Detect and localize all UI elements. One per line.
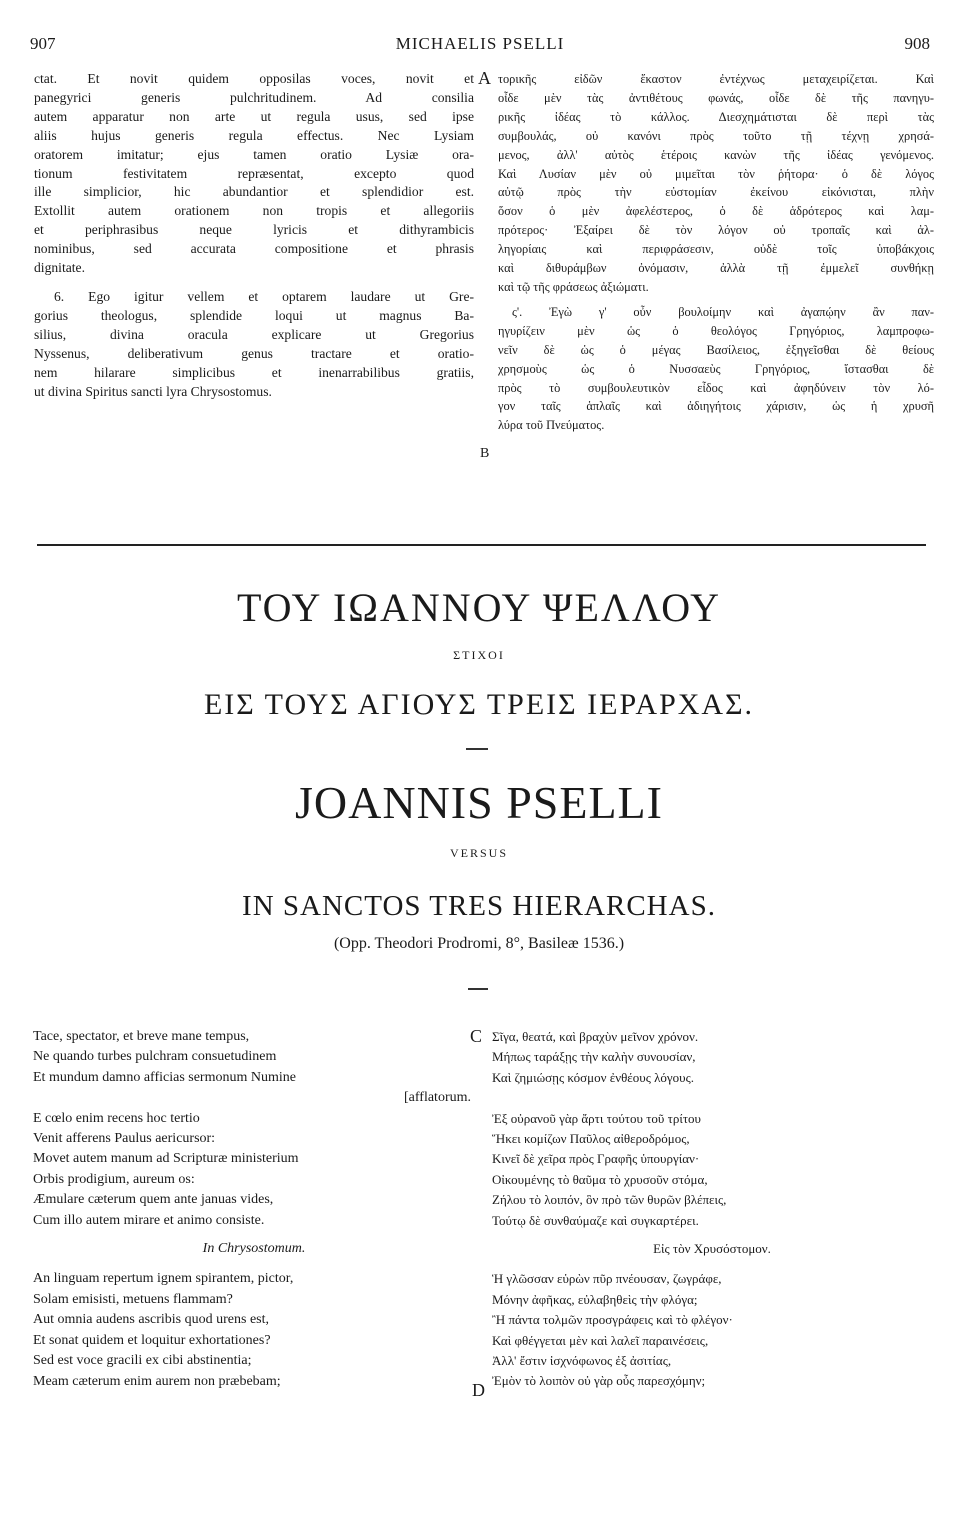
greek-prose-column xyxy=(498,70,934,435)
greek-verse-line: Ἢ πάντα τολμῶν προσγράφεις καὶ τὸ φλέγον· xyxy=(492,1312,733,1328)
latin-line: ctat. Et novit quidem opposilas voces, novit et xyxy=(34,71,474,86)
greek-verse-line: Οἰκουμένης τὸ θαῦμα τὸ χρυσοῦν στόμα, xyxy=(492,1171,708,1187)
latin-verse-column xyxy=(33,1027,475,1392)
greek-verse-line: Ἐξ οὐρανοῦ γὰρ ἄρτι τούτου τοῦ τρίτου xyxy=(492,1110,701,1126)
latin-line: ille simplicior, hic abundantior et splendidior est. xyxy=(34,184,474,200)
section-divider xyxy=(37,544,926,546)
greek-verse-line: Καὶ φθέγγεται μὲν καὶ λαλεῖ παραινέσεις, xyxy=(492,1332,709,1348)
greek-line: πρὸς τὸ συμβουλευτικὸν εἶδος καὶ ἀφηδύνειν τὸν λό- xyxy=(498,380,934,395)
latin-verse-line: E cœlo enim recens hoc tertio xyxy=(33,1110,200,1126)
title-dash xyxy=(468,988,488,990)
greek-line: ρικῆς ἰδέας τὸ κάλλος. Διεσχημάτισται δὲ περὶ τὰς xyxy=(498,109,934,124)
margin-marker-b: B xyxy=(480,446,490,461)
greek-line: νεῖν δὲ ὡς ὁ μέγας Βασίλειος, ἐξηγεῖσθαι δὲ θείους xyxy=(498,342,934,357)
greek-line: ληγορίαις καὶ περιφράσεσιν, οὐδὲ τοῖς ὑποβάκχοις xyxy=(498,242,934,257)
greek-verse-heading: Εἰς τὸν Χρυσόστομον. xyxy=(653,1241,771,1257)
latin-line: gorius theologus, splendide loqui ut magnus Ba- xyxy=(34,307,474,323)
latin-verse-line: Tace, spectator, et breve mane tempus, xyxy=(33,1029,250,1044)
latin-line: Extollit autem orationem non tropis et allegoriis xyxy=(34,203,474,219)
greek-verse-line: Ἀλλ' ἔστιν ἰσχνόφωνος ἐξ ἀσιτίας, xyxy=(492,1353,672,1369)
greek-verse-line: Ἐμὸν τὸ λοιπὸν οὐ γὰρ οὖς παρεσχόμην; xyxy=(492,1373,706,1389)
latin-prose-column xyxy=(34,70,474,401)
latin-verse-line: Sed est voce gracili ex cibi abstinentia; xyxy=(33,1353,252,1369)
greek-line: ς'. Ἐγὼ γ' οὖν βουλοίμην καὶ ἀγαπῴην ἂν παν- xyxy=(512,304,934,319)
greek-verse-line: Ἡ γλῶσσαν εὑρὼν πῦρ πνέουσαν, ζωγράφε, xyxy=(492,1271,722,1287)
margin-marker-a: A xyxy=(478,68,491,88)
latin-verse-line: Æmulare cæterum quem ante januas vides, xyxy=(33,1192,274,1208)
latin-verse-line: Movet autem manum ad Scripturæ ministerium xyxy=(33,1151,299,1167)
latin-verse-line: Meam cæterum enim aurem non præbebam; xyxy=(33,1373,281,1389)
greek-verse-line: Κινεῖ δὲ χεῖρα πρὸς Γραφῆς ὑπουργίαν· xyxy=(492,1151,700,1167)
greek-title: ΤΟΥ ΙΩΑΝΝΟΥ ΨΕΛΛΟΥ xyxy=(236,585,722,630)
page-number-left: 907 xyxy=(30,34,56,53)
greek-line: λύρα τοῦ Πνεύματος. xyxy=(498,418,605,433)
greek-stichoi-label: ΣΤΙΧΟΙ xyxy=(453,648,505,662)
latin-line: ut divina Spiritus sancti lyra Chrysostomus. xyxy=(34,383,272,399)
greek-line: πρότερος· Ἐξαίρει δὲ τὸν λόγον οὐ τροπαῖς καὶ ἀλ- xyxy=(498,223,934,238)
latin-line: tionum festivitatem repræsentat, excepto quod xyxy=(34,165,474,181)
greek-verse-column xyxy=(492,1027,932,1392)
greek-line: Καὶ Λυσίαν μὲν οὐ μιμεῖται τὸν ῥήτορα· ὁ δὲ λόγος xyxy=(498,166,934,181)
latin-line: panegyrici generis pulchritudinem. Ad consilia xyxy=(34,89,474,105)
latin-versus-label: VERSUS xyxy=(449,846,508,860)
latin-line: autem apparatur non arte ut regula usus, sed ipse xyxy=(34,108,474,124)
latin-subtitle: IN SANCTOS TRES HIERARCHAS. xyxy=(242,890,716,922)
latin-verse-line: Aut omnia audens ascribis quod urens est, xyxy=(33,1312,270,1328)
greek-line: αὐτῷ πρὸς τὴν εὐστομίαν ἐκείνου εἰκόνισται, πλὴν xyxy=(498,185,934,200)
greek-line: γον ταῖς ἁπλαῖς καὶ ἀδιηγήτοις χάρισιν, ὡς ἡ χρυσῆ xyxy=(498,399,934,414)
latin-line: Nyssenus, deliberativum genus tractare et oratio- xyxy=(34,345,474,361)
latin-verse-line: Orbis prodigium, aureum os: xyxy=(33,1171,195,1187)
greek-line: ηγυρίζειν μὲν ὡς ὁ θεολόγος Γρηγόριος, λαμπροφω- xyxy=(498,323,934,338)
latin-title: JOANNIS PSELLI xyxy=(295,777,663,828)
greek-line: χρησμοὺς ὡς ὁ Νυσσαεὺς Γρηγόριος, ἵστασθαι δὲ xyxy=(498,361,934,376)
latin-line: nominibus, sed accurata compositione et phrasis xyxy=(34,241,474,257)
greek-verse-line: Μόνην ἀφῆκας, εὐλαβηθεὶς τὴν φλόγα; xyxy=(492,1291,698,1307)
latin-verse-continuation: [afflatorum. xyxy=(404,1090,471,1106)
running-head xyxy=(30,34,930,56)
greek-line: οἶδε μὲν τὰς ἀντιθέτους φωνάς, οἶδε δὲ τῆς πανηγυ- xyxy=(498,90,934,105)
greek-line: καὶ διθυράμβων ὀνόμασιν, ἀλλὰ τῇ ἐμμελεῖ συνθήκῃ xyxy=(498,261,934,276)
latin-verse-line: Et sonat quidem et loquitur exhortationes? xyxy=(33,1332,271,1348)
running-title: MICHAELIS PSELLI xyxy=(395,34,565,53)
latin-line: silius, divina oracula explicare ut Gregorius xyxy=(34,326,474,342)
greek-line: καὶ τῷ τῆς φράσεως ἀξιώματι. xyxy=(498,279,649,294)
latin-verse-line: Ne quando turbes pulchram consuetudinem xyxy=(33,1049,277,1065)
greek-line: μενος, ἀλλ' αὐτὸς ἑτέροις κανὼν τῆς ἰδέας γενόμενος. xyxy=(498,147,934,162)
latin-line: nem hilarare simplicibus et inenarrabilibus gratiis, xyxy=(34,364,474,380)
greek-verse-line: Μήπως ταράξῃς τὴν καλὴν συνουσίαν, xyxy=(492,1049,696,1065)
greek-verse-line: Τούτῳ δὲ συνθαύμαζε καὶ συγκαρτέρει. xyxy=(492,1212,699,1228)
latin-line: et periphrasibus neque lyricis et dithyrambicis xyxy=(34,222,474,238)
latin-verse-line: Cum illo autem mirare et animo consiste. xyxy=(33,1212,265,1228)
greek-verse-line: Ζήλου τὸ λοιπόν, ὃν πρὸ τῶν θυρῶν βλέπεις, xyxy=(492,1192,727,1208)
title-dash xyxy=(466,748,488,750)
greek-line: τορικῆς εἰδῶν ἕκαστον ἐντέχνως μεταχειρίζεται. Καὶ xyxy=(498,72,934,86)
latin-verse-line: Venit afferens Paulus aericursor: xyxy=(33,1131,216,1147)
latin-line: aliis hujus generis regula effectus. Nec Lysiam xyxy=(34,127,474,143)
greek-verse-line: Καὶ ζημιώσῃς κόσμον ἐνθέους λόγους. xyxy=(492,1069,694,1085)
latin-verse-line: Solam emisisti, metuens flammam? xyxy=(33,1291,233,1307)
latin-verse-line: An linguam repertum ignem spirantem, pictor, xyxy=(33,1271,294,1287)
margin-marker-d: D xyxy=(472,1380,485,1400)
latin-verse-line: Et mundum damno afficias sermonum Numine xyxy=(33,1069,296,1085)
page-number-right: 908 xyxy=(904,34,930,53)
latin-line: dignitate. xyxy=(34,260,85,276)
greek-verse-line: Σῖγα, θεατά, καὶ βραχὺν μεῖνον χρόνον. xyxy=(492,1029,699,1044)
latin-line: oratorem imitatur; ejus tamen oratio Lysiæ ora- xyxy=(34,146,474,162)
greek-subtitle: ΕΙΣ ΤΟΥΣ ΑΓΙΟΥΣ ΤΡΕΙΣ ΙΕΡΑΡΧΑΣ. xyxy=(203,688,755,721)
source-note: (Opp. Theodori Prodromi, 8°, Basileæ 1536.) xyxy=(333,935,625,952)
greek-line: συμβουλάς, οὐ κανόνι πρὸς τοῦτο τῇ τέχνῃ χρησά- xyxy=(498,128,934,143)
greek-line: ὅσον ὁ μὲν ἀφελέστερος, ὁ δὲ ἁδρότερος καὶ λαμ- xyxy=(498,204,934,219)
greek-verse-line: Ἥκει κομίζων Παῦλος αἰθεροδρόμος, xyxy=(492,1131,690,1147)
latin-verse-heading: In Chrysostomum. xyxy=(202,1241,306,1257)
latin-line: 6. Ego igitur vellem et optarem laudare ut Gre- xyxy=(54,288,474,304)
margin-marker-c: C xyxy=(470,1026,483,1046)
